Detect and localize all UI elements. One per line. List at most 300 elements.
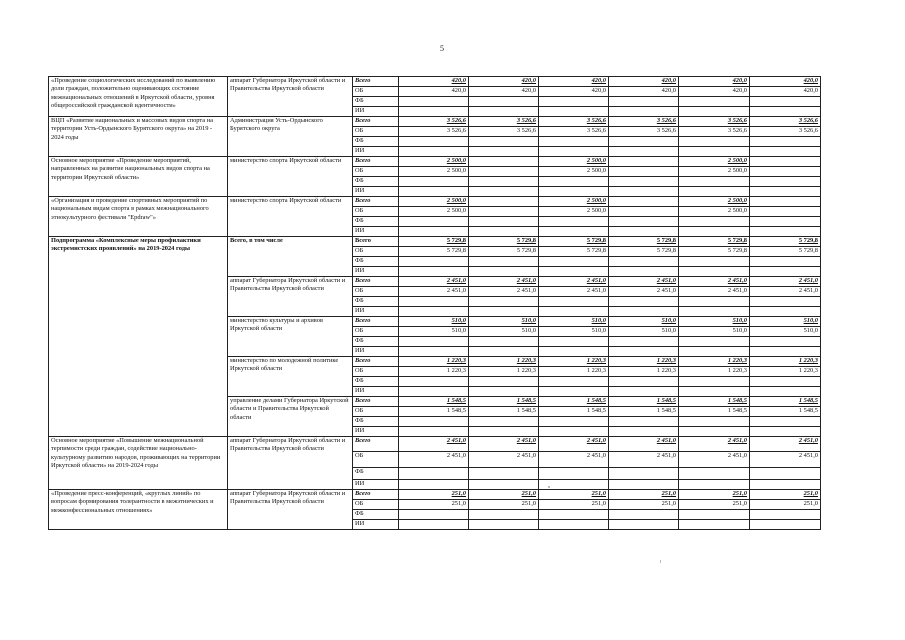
value-cell — [399, 387, 469, 397]
value-cell — [679, 387, 750, 397]
value-cell — [750, 377, 821, 387]
funding-source-cell: ФБ — [353, 97, 399, 107]
value-cell: 2 451,0 — [399, 437, 469, 452]
value-cell: 251,0 — [609, 490, 679, 500]
value-cell — [750, 510, 821, 520]
page-number: 5 — [440, 44, 444, 53]
funding-source-cell: Всего — [353, 437, 399, 452]
value-cell — [679, 480, 750, 490]
executor-cell: аппарат Губернатора Иркутской области и Правительства Иркутской области — [228, 437, 353, 490]
funding-source-cell: ИИ — [353, 347, 399, 357]
value-cell: 2 451,0 — [750, 287, 821, 297]
value-cell — [469, 510, 539, 520]
funding-source-cell: ИИ — [353, 427, 399, 437]
value-cell: 2 451,0 — [609, 277, 679, 287]
value-cell — [609, 377, 679, 387]
value-cell — [609, 137, 679, 147]
value-cell: 420,0 — [750, 77, 821, 87]
measure-name-cell: «Организация и проведение спортивных мероприятий по национальным видам спорта в рамках межнационального этнокультурного фестиваля "Ерdraw"» — [49, 197, 228, 237]
measure-name-cell: «Проведение пресс-конференций, «круглых линий» по вопросам формирования толерантности в межэтнических и межконфессиональных отношениях» — [49, 490, 228, 530]
value-cell — [539, 468, 609, 480]
value-cell — [750, 187, 821, 197]
value-cell: 2 451,0 — [679, 277, 750, 287]
value-cell: 420,0 — [609, 87, 679, 97]
value-cell — [539, 520, 609, 530]
value-cell — [539, 257, 609, 267]
value-cell: 5 729,8 — [609, 247, 679, 257]
value-cell — [750, 417, 821, 427]
value-cell: 251,0 — [679, 500, 750, 510]
value-cell: 2 451,0 — [399, 287, 469, 297]
value-cell: 2 451,0 — [679, 287, 750, 297]
funding-source-cell: ИИ — [353, 267, 399, 277]
scan-speck — [548, 486, 550, 488]
value-cell: 1 220,3 — [679, 357, 750, 367]
value-cell: 251,0 — [609, 500, 679, 510]
executor-cell: министерство по молодежной политике Иркутской области — [228, 357, 353, 397]
executor-cell: управление делами Губернатора Иркутской области и Правительства Иркутской области — [228, 397, 353, 437]
value-cell: 251,0 — [399, 500, 469, 510]
funding-source-cell: ОБ — [353, 327, 399, 337]
value-cell: 1 548,5 — [750, 397, 821, 407]
value-cell: 2 500,0 — [539, 197, 609, 207]
table-row — [49, 237, 821, 247]
funding-source-cell: ФБ — [353, 510, 399, 520]
value-cell — [750, 347, 821, 357]
value-cell: 5 729,8 — [469, 247, 539, 257]
funding-source-cell: Всего — [353, 197, 399, 207]
funding-source-cell: Всего — [353, 397, 399, 407]
value-cell: 1 548,5 — [679, 397, 750, 407]
funding-source-cell: ИИ — [353, 480, 399, 490]
value-cell: 510,0 — [679, 317, 750, 327]
value-cell — [679, 297, 750, 307]
value-cell: 251,0 — [750, 490, 821, 500]
value-cell — [679, 267, 750, 277]
value-cell — [679, 147, 750, 157]
value-cell: 3 526,6 — [539, 117, 609, 127]
value-cell — [750, 197, 821, 207]
funding-source-cell: ФБ — [353, 217, 399, 227]
funding-source-cell: ИИ — [353, 520, 399, 530]
value-cell: 1 548,5 — [609, 397, 679, 407]
value-cell — [539, 387, 609, 397]
executor-cell: Администрация Усть-Ордынского Бурятского округа — [228, 117, 353, 157]
value-cell — [539, 187, 609, 197]
value-cell: 2 500,0 — [399, 157, 469, 167]
funding-source-cell: ФБ — [353, 417, 399, 427]
value-cell — [399, 187, 469, 197]
value-cell: 3 526,6 — [539, 127, 609, 137]
funding-source-cell: ИИ — [353, 307, 399, 317]
value-cell: 251,0 — [750, 500, 821, 510]
value-cell — [679, 427, 750, 437]
value-cell — [469, 347, 539, 357]
funding-source-cell: ФБ — [353, 137, 399, 147]
funding-source-cell: ФБ — [353, 337, 399, 347]
measure-name-cell: Подпрограмма «Комплексные меры профилактики экстремистских проявлений» на 2019-2024 годы — [49, 237, 228, 437]
funding-source-cell: ОБ — [353, 87, 399, 97]
value-cell — [539, 137, 609, 147]
value-cell — [679, 187, 750, 197]
value-cell — [469, 97, 539, 107]
value-cell — [399, 137, 469, 147]
value-cell: 1 548,5 — [539, 397, 609, 407]
value-cell: 1 220,3 — [750, 357, 821, 367]
funding-source-cell: ОБ — [353, 452, 399, 468]
value-cell — [609, 267, 679, 277]
value-cell: 1 548,5 — [399, 407, 469, 417]
value-cell — [679, 137, 750, 147]
value-cell — [399, 97, 469, 107]
value-cell: 3 526,6 — [469, 117, 539, 127]
value-cell: 510,0 — [679, 327, 750, 337]
value-cell — [609, 297, 679, 307]
value-cell — [539, 297, 609, 307]
value-cell: 2 451,0 — [469, 452, 539, 468]
value-cell: 2 451,0 — [539, 287, 609, 297]
executor-cell: министерство культуры и архивов Иркутской области — [228, 317, 353, 357]
value-cell: 2 451,0 — [609, 452, 679, 468]
value-cell: 2 500,0 — [679, 167, 750, 177]
value-cell — [679, 97, 750, 107]
value-cell — [609, 347, 679, 357]
value-cell — [750, 207, 821, 217]
value-cell — [399, 510, 469, 520]
value-cell: 5 729,8 — [609, 237, 679, 247]
value-cell: 5 729,8 — [750, 247, 821, 257]
funding-source-cell: ОБ — [353, 127, 399, 137]
value-cell: 420,0 — [750, 87, 821, 97]
value-cell — [539, 480, 609, 490]
value-cell — [469, 157, 539, 167]
executor-cell: министерство спорта Иркутской области — [228, 197, 353, 237]
funding-source-cell: ФБ — [353, 177, 399, 187]
value-cell — [750, 227, 821, 237]
value-cell: 510,0 — [750, 317, 821, 327]
value-cell: 3 526,6 — [679, 117, 750, 127]
value-cell — [469, 267, 539, 277]
executor-cell: аппарат Губернатора Иркутской области и Правительства Иркутской области — [228, 277, 353, 317]
value-cell — [469, 307, 539, 317]
value-cell — [469, 207, 539, 217]
value-cell — [609, 177, 679, 187]
value-cell: 1 548,5 — [609, 407, 679, 417]
measure-name-cell: ВЦП «Развитие национальных и массовых видов спорта на территории Усть-Ордынского Бурятского округа» на 2019 - 2024 годы — [49, 117, 228, 157]
funding-source-cell: ФБ — [353, 297, 399, 307]
value-cell — [609, 257, 679, 267]
table-row — [49, 117, 821, 127]
funding-source-cell: ОБ — [353, 247, 399, 257]
value-cell — [469, 377, 539, 387]
value-cell: 1 220,3 — [399, 367, 469, 377]
value-cell — [609, 207, 679, 217]
value-cell — [469, 427, 539, 437]
funding-source-cell: ИИ — [353, 187, 399, 197]
value-cell — [539, 227, 609, 237]
measure-name-cell: «Проведение социологических исследований по выявлению доли граждан, положительно оценивающих состояние межнациональных отношений в Иркутской области, уровня общероссийской гражданской идентичности» — [49, 77, 228, 117]
value-cell — [750, 217, 821, 227]
value-cell — [609, 307, 679, 317]
value-cell: 1 220,3 — [750, 367, 821, 377]
value-cell: 3 526,6 — [750, 117, 821, 127]
funding-source-cell: ФБ — [353, 257, 399, 267]
value-cell: 420,0 — [539, 77, 609, 87]
value-cell — [469, 468, 539, 480]
funding-source-cell: Всего — [353, 317, 399, 327]
value-cell — [750, 177, 821, 187]
value-cell — [750, 137, 821, 147]
value-cell — [750, 167, 821, 177]
value-cell: 510,0 — [399, 317, 469, 327]
executor-cell: аппарат Губернатора Иркутской области и Правительства Иркутской области — [228, 490, 353, 530]
value-cell: 251,0 — [539, 490, 609, 500]
value-cell — [399, 267, 469, 277]
value-cell: 420,0 — [469, 87, 539, 97]
value-cell — [539, 347, 609, 357]
value-cell — [609, 147, 679, 157]
value-cell: 2 451,0 — [750, 452, 821, 468]
value-cell — [539, 427, 609, 437]
value-cell — [750, 297, 821, 307]
value-cell — [679, 107, 750, 117]
value-cell — [750, 157, 821, 167]
funding-source-cell: Всего — [353, 117, 399, 127]
value-cell — [399, 297, 469, 307]
value-cell: 1 548,5 — [539, 407, 609, 417]
value-cell — [399, 177, 469, 187]
value-cell — [399, 417, 469, 427]
value-cell — [750, 520, 821, 530]
value-cell: 420,0 — [469, 77, 539, 87]
value-cell: 1 220,3 — [609, 357, 679, 367]
executor-cell: аппарат Губернатора Иркутской области и Правительства Иркутской области — [228, 77, 353, 117]
value-cell — [469, 177, 539, 187]
value-cell — [539, 337, 609, 347]
value-cell — [469, 297, 539, 307]
value-cell: 2 500,0 — [679, 197, 750, 207]
value-cell — [399, 468, 469, 480]
value-cell: 5 729,8 — [539, 247, 609, 257]
value-cell: 2 451,0 — [679, 437, 750, 452]
value-cell: 1 548,5 — [469, 407, 539, 417]
funding-source-cell: ОБ — [353, 367, 399, 377]
value-cell — [609, 187, 679, 197]
funding-source-cell: Всего — [353, 357, 399, 367]
value-cell — [609, 157, 679, 167]
value-cell: 251,0 — [399, 490, 469, 500]
value-cell — [469, 167, 539, 177]
funding-table — [48, 76, 821, 530]
funding-source-cell: ОБ — [353, 407, 399, 417]
value-cell: 1 548,5 — [399, 397, 469, 407]
table-row — [49, 437, 821, 452]
value-cell: 1 220,3 — [469, 357, 539, 367]
value-cell — [539, 417, 609, 427]
value-cell — [539, 217, 609, 227]
value-cell — [469, 520, 539, 530]
funding-source-cell: ОБ — [353, 167, 399, 177]
value-cell: 420,0 — [399, 87, 469, 97]
value-cell — [750, 267, 821, 277]
value-cell: 1 220,3 — [679, 367, 750, 377]
value-cell — [750, 97, 821, 107]
funding-source-cell: ОБ — [353, 207, 399, 217]
value-cell: 5 729,8 — [399, 247, 469, 257]
funding-source-cell: ИИ — [353, 107, 399, 117]
value-cell: 420,0 — [609, 77, 679, 87]
value-cell — [609, 480, 679, 490]
value-cell: 420,0 — [679, 87, 750, 97]
value-cell: 2 500,0 — [399, 167, 469, 177]
value-cell — [679, 417, 750, 427]
value-cell: 2 451,0 — [539, 452, 609, 468]
value-cell: 510,0 — [469, 317, 539, 327]
value-cell — [469, 187, 539, 197]
value-cell: 2 451,0 — [750, 437, 821, 452]
value-cell: 1 220,3 — [469, 367, 539, 377]
value-cell — [399, 520, 469, 530]
value-cell — [469, 217, 539, 227]
value-cell — [399, 480, 469, 490]
value-cell: 510,0 — [539, 327, 609, 337]
value-cell: 251,0 — [469, 500, 539, 510]
value-cell — [609, 417, 679, 427]
table-row — [49, 77, 821, 87]
value-cell: 5 729,8 — [539, 237, 609, 247]
value-cell: 2 451,0 — [609, 287, 679, 297]
value-cell: 1 220,3 — [539, 367, 609, 377]
value-cell: 2 451,0 — [750, 277, 821, 287]
value-cell — [539, 107, 609, 117]
value-cell: 1 548,5 — [679, 407, 750, 417]
value-cell — [750, 337, 821, 347]
value-cell: 420,0 — [399, 77, 469, 87]
value-cell: 3 526,6 — [469, 127, 539, 137]
funding-source-cell: ФБ — [353, 377, 399, 387]
value-cell: 251,0 — [539, 500, 609, 510]
value-cell: 3 526,6 — [399, 127, 469, 137]
value-cell: 3 526,6 — [679, 127, 750, 137]
measure-name-cell: Основное мероприятие «Проведение мероприятий, направленных на развитие национальных видов спорта на территории Иркутской области» — [49, 157, 228, 197]
value-cell — [399, 217, 469, 227]
value-cell: 2 500,0 — [539, 167, 609, 177]
value-cell — [609, 97, 679, 107]
value-cell — [609, 197, 679, 207]
value-cell: 2 500,0 — [679, 207, 750, 217]
funding-source-cell: ФБ — [353, 468, 399, 480]
funding-source-cell: Всего — [353, 277, 399, 287]
value-cell — [679, 177, 750, 187]
value-cell — [609, 387, 679, 397]
value-cell — [609, 468, 679, 480]
value-cell — [609, 107, 679, 117]
value-cell: 2 451,0 — [469, 277, 539, 287]
value-cell — [679, 257, 750, 267]
funding-source-cell: Всего — [353, 237, 399, 247]
value-cell: 251,0 — [679, 490, 750, 500]
executor-cell: министерство спорта Иркутской области — [228, 157, 353, 197]
value-cell — [679, 337, 750, 347]
value-cell — [399, 257, 469, 267]
funding-source-cell: Всего — [353, 157, 399, 167]
funding-source-cell: ИИ — [353, 387, 399, 397]
value-cell — [750, 427, 821, 437]
value-cell — [539, 510, 609, 520]
funding-source-cell: ИИ — [353, 147, 399, 157]
value-cell — [609, 510, 679, 520]
value-cell: 510,0 — [399, 327, 469, 337]
value-cell — [469, 337, 539, 347]
value-cell — [609, 217, 679, 227]
funding-source-cell: ОБ — [353, 287, 399, 297]
value-cell — [539, 147, 609, 157]
value-cell: 2 500,0 — [539, 207, 609, 217]
value-cell — [750, 480, 821, 490]
value-cell — [679, 468, 750, 480]
value-cell — [609, 227, 679, 237]
value-cell — [609, 167, 679, 177]
value-cell — [539, 177, 609, 187]
value-cell: 5 729,8 — [469, 237, 539, 247]
value-cell — [679, 227, 750, 237]
value-cell — [469, 137, 539, 147]
value-cell: 1 220,3 — [609, 367, 679, 377]
value-cell — [399, 307, 469, 317]
value-cell — [469, 107, 539, 117]
value-cell — [469, 257, 539, 267]
value-cell: 5 729,8 — [750, 237, 821, 247]
value-cell — [750, 387, 821, 397]
value-cell: 2 500,0 — [679, 157, 750, 167]
value-cell: 2 500,0 — [539, 157, 609, 167]
value-cell — [750, 147, 821, 157]
value-cell — [539, 377, 609, 387]
value-cell: 2 500,0 — [399, 197, 469, 207]
value-cell: 510,0 — [539, 317, 609, 327]
value-cell: 1 548,5 — [469, 397, 539, 407]
value-cell: 510,0 — [469, 327, 539, 337]
funding-source-cell: ИИ — [353, 227, 399, 237]
value-cell: 1 220,3 — [399, 357, 469, 367]
value-cell — [469, 387, 539, 397]
value-cell — [609, 520, 679, 530]
value-cell — [750, 468, 821, 480]
measure-name-cell: Основное мероприятие «Повышение межнациональной терпимости среди граждан, содействие национально-культурному развитию народов, проживающих на территории Иркутской области» на 2019-2024 годы — [49, 437, 228, 490]
value-cell — [609, 337, 679, 347]
value-cell — [539, 97, 609, 107]
funding-source-cell: Всего — [353, 490, 399, 500]
value-cell: 420,0 — [679, 77, 750, 87]
scan-speck — [660, 560, 661, 563]
value-cell — [399, 147, 469, 157]
value-cell — [750, 107, 821, 117]
value-cell — [399, 337, 469, 347]
value-cell: 2 451,0 — [399, 277, 469, 287]
value-cell — [469, 147, 539, 157]
value-cell: 2 451,0 — [679, 452, 750, 468]
value-cell: 2 451,0 — [399, 452, 469, 468]
value-cell: 510,0 — [609, 327, 679, 337]
value-cell — [399, 107, 469, 117]
value-cell — [399, 427, 469, 437]
executor-cell: Всего, в том числе — [228, 237, 353, 277]
value-cell — [469, 227, 539, 237]
value-cell — [679, 510, 750, 520]
value-cell — [399, 227, 469, 237]
value-cell: 2 451,0 — [539, 277, 609, 287]
value-cell: 2 451,0 — [539, 437, 609, 452]
